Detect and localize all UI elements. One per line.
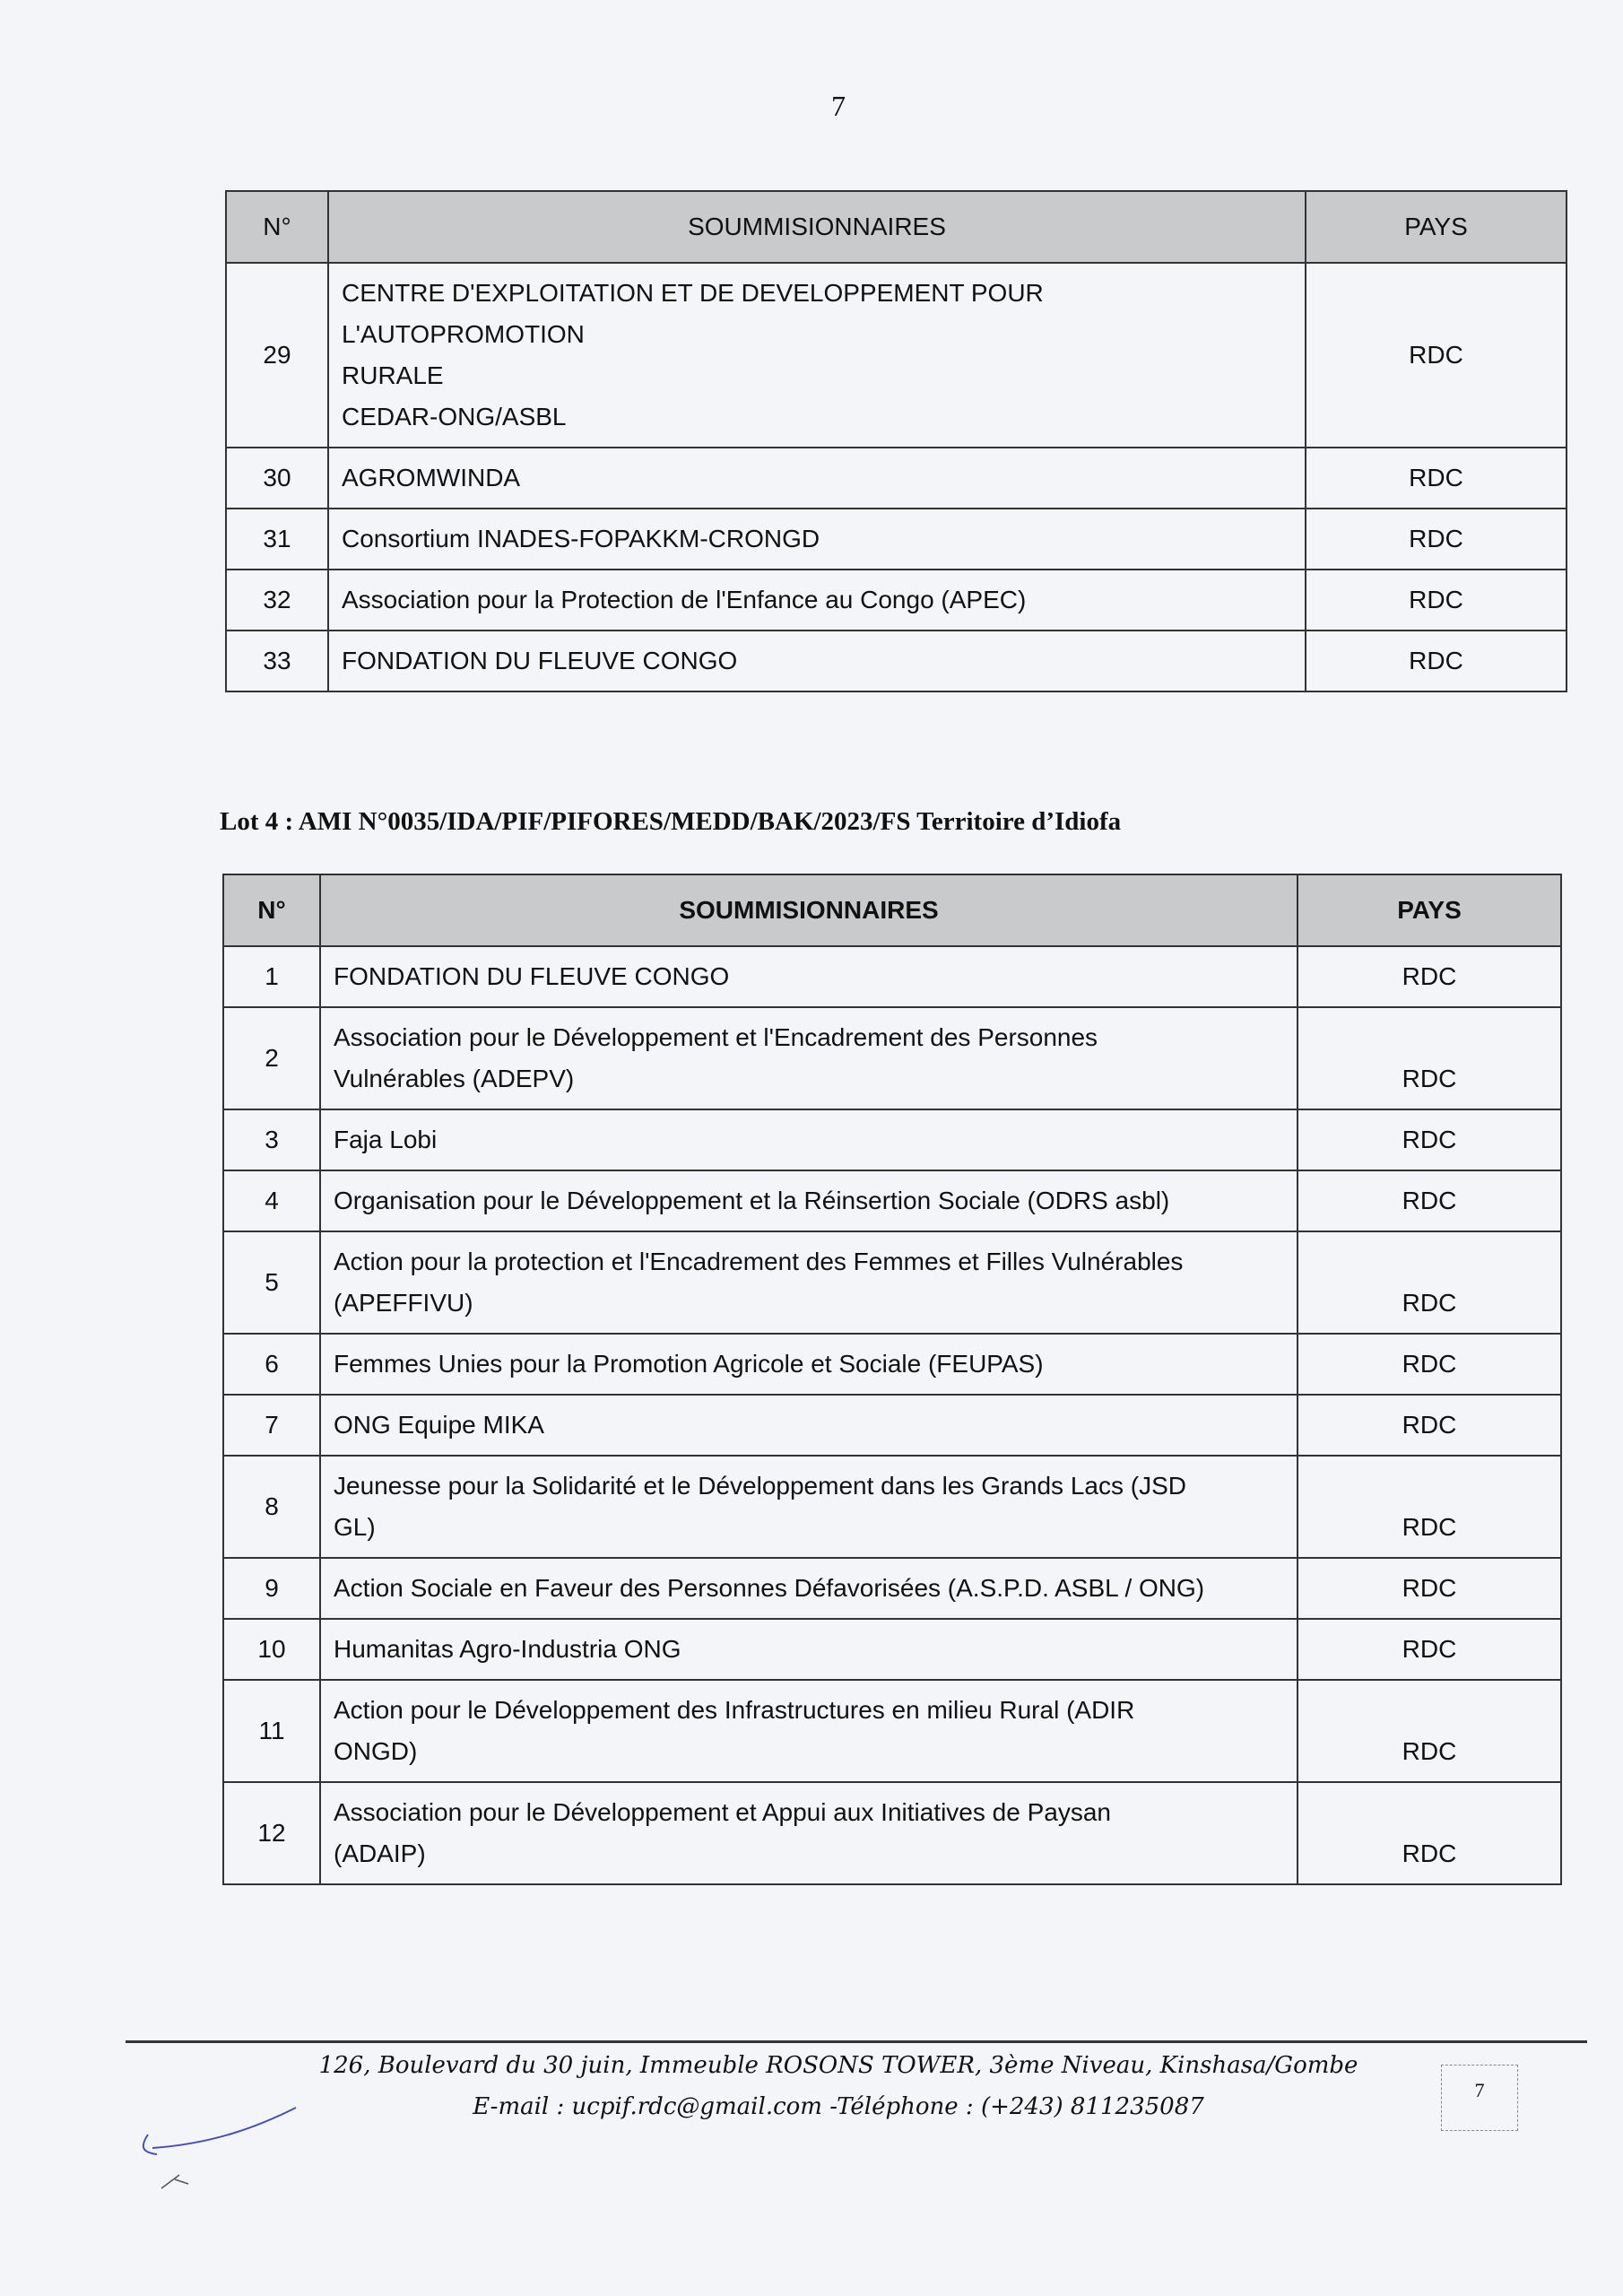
row-number: 11: [223, 1680, 320, 1782]
bidder-name-line: ONG Equipe MIKA: [334, 1411, 544, 1439]
row-number: 5: [223, 1231, 320, 1334]
bidder-name-line: Faja Lobi: [334, 1126, 438, 1153]
country: RDC: [1298, 1558, 1561, 1619]
row-number: 3: [223, 1109, 320, 1170]
page-number: 7: [831, 90, 846, 122]
bidder-name-line: Vulnérables (ADEPV): [334, 1065, 575, 1092]
bidder-name-line: Femmes Unies pour la Promotion Agricole et Sociale (FEUPAS): [334, 1350, 1044, 1378]
table-row: [223, 1456, 1561, 1558]
row-number: 29: [226, 263, 328, 448]
country: RDC: [1298, 1334, 1561, 1395]
bidder-name-line: FONDATION DU FLEUVE CONGO: [342, 647, 738, 674]
header-country: PAYS: [1298, 874, 1561, 946]
row-number: 8: [223, 1456, 320, 1558]
row-number: 1: [223, 946, 320, 1007]
row-number: 32: [226, 570, 328, 631]
country: RDC: [1298, 1619, 1561, 1680]
bidder-name-line: Action Sociale en Faveur des Personnes Défavorisées (A.S.P.D. ASBL / ONG): [334, 1574, 1205, 1602]
footer-contact: E-mail : ucpif.rdc@gmail.com -Téléphone : (+243) 811235087: [473, 2093, 1204, 2120]
bidder-name: [328, 263, 1306, 448]
bidder-name-line: (ADAIP): [334, 1839, 426, 1867]
header-country: PAYS: [1306, 191, 1567, 263]
signature-mark: [135, 2099, 314, 2197]
table-row: [223, 1007, 1561, 1109]
row-number: 4: [223, 1170, 320, 1231]
bidder-name: [320, 1334, 1298, 1395]
table-row: [223, 1334, 1561, 1395]
bidder-name-line: Association pour le Développement et Appui aux Initiatives de Paysan: [334, 1798, 1111, 1826]
page-box: 7: [1441, 2065, 1518, 2131]
bidder-name-line: Association pour le Développement et l'Encadrement des Personnes: [334, 1023, 1098, 1051]
table-row: [226, 263, 1567, 448]
row-number: 12: [223, 1782, 320, 1884]
bidder-name: [328, 448, 1306, 509]
bidder-name-line: CENTRE D'EXPLOITATION ET DE DEVELOPPEMENT POUR L'AUTOPROMOTION: [342, 279, 1044, 348]
row-number: 10: [223, 1619, 320, 1680]
bidder-name: [320, 946, 1298, 1007]
table-row: [226, 570, 1567, 631]
row-number: 31: [226, 509, 328, 570]
bidders-table-lot4: [222, 874, 1562, 1885]
country: RDC: [1306, 509, 1567, 570]
bidder-name: [320, 1558, 1298, 1619]
bidder-name: [320, 1231, 1298, 1334]
country: RDC: [1306, 263, 1567, 448]
bidder-name-line: Jeunesse pour la Solidarité et le Développement dans les Grands Lacs (JSD: [334, 1472, 1186, 1500]
row-number: 33: [226, 631, 328, 691]
table-row: [226, 509, 1567, 570]
bidder-name-line: Organisation pour le Développement et la Réinsertion Sociale (ODRS asbl): [334, 1187, 1170, 1214]
table-row: [226, 631, 1567, 691]
bidder-name-line: Humanitas Agro-Industria ONG: [334, 1635, 681, 1663]
table-row: [223, 1558, 1561, 1619]
bidder-name: [320, 1456, 1298, 1558]
table-row: [223, 1619, 1561, 1680]
header-bidders: SOUMMISIONNAIRES: [320, 874, 1298, 946]
bidder-name-line: Action pour la protection et l'Encadrement des Femmes et Filles Vulnérables: [334, 1248, 1184, 1275]
bidder-name-line: Consortium INADES-FOPAKKM-CRONGD: [342, 525, 820, 552]
country: RDC: [1298, 1007, 1561, 1109]
row-number: 2: [223, 1007, 320, 1109]
table-row: [223, 1395, 1561, 1456]
bidder-name: [320, 1782, 1298, 1884]
table-row: [223, 1170, 1561, 1231]
table-row: [223, 946, 1561, 1007]
bidder-name: [320, 1109, 1298, 1170]
country: RDC: [1298, 1782, 1561, 1884]
table-row: [223, 1231, 1561, 1334]
bidder-name-line: RURALE: [342, 361, 444, 389]
table-row: [226, 448, 1567, 509]
country: RDC: [1298, 1395, 1561, 1456]
row-number: 7: [223, 1395, 320, 1456]
row-number: 6: [223, 1334, 320, 1395]
row-number: 9: [223, 1558, 320, 1619]
bidder-name-line: GL): [334, 1513, 376, 1541]
bidder-name-line: ONGD): [334, 1737, 418, 1765]
lot4-heading: Lot 4 : AMI N°0035/IDA/PIF/PIFORES/MEDD/BAK/2023/FS Territoire d’Idiofa: [220, 807, 1122, 836]
bidder-name-line: Action pour le Développement des Infrastructures en milieu Rural (ADIR: [334, 1696, 1135, 1724]
country: RDC: [1306, 448, 1567, 509]
bidder-name: [328, 570, 1306, 631]
table-row: [223, 1109, 1561, 1170]
header-bidders: SOUMMISIONNAIRES: [328, 191, 1306, 263]
country: RDC: [1298, 1456, 1561, 1558]
bidder-name: [328, 509, 1306, 570]
country: RDC: [1298, 1109, 1561, 1170]
bidder-name: [320, 1395, 1298, 1456]
country: RDC: [1298, 1170, 1561, 1231]
bidder-name-line: (APEFFIVU): [334, 1289, 473, 1317]
bidder-name: [328, 631, 1306, 691]
row-number: 30: [226, 448, 328, 509]
footer-divider: [126, 2040, 1587, 2043]
bidder-name-line: FONDATION DU FLEUVE CONGO: [334, 962, 730, 990]
header-number: N°: [223, 874, 320, 946]
country: RDC: [1298, 1231, 1561, 1334]
footer-address: 126, Boulevard du 30 juin, Immeuble ROSONS TOWER, 3ème Niveau, Kinshasa/Gombe: [318, 2052, 1358, 2079]
bidders-table-lot3: [225, 190, 1567, 692]
bidder-name: [320, 1007, 1298, 1109]
country: RDC: [1306, 570, 1567, 631]
country: RDC: [1298, 946, 1561, 1007]
bidder-name: [320, 1170, 1298, 1231]
bidder-name-line: Association pour la Protection de l'Enfance au Congo (APEC): [342, 586, 1027, 613]
bidder-name-line: AGROMWINDA: [342, 464, 521, 491]
table-row: [223, 1680, 1561, 1782]
bidder-name-line: CEDAR-ONG/ASBL: [342, 403, 567, 430]
country: RDC: [1306, 631, 1567, 691]
table-row: [223, 1782, 1561, 1884]
bidder-name: [320, 1619, 1298, 1680]
country: RDC: [1298, 1680, 1561, 1782]
header-number: N°: [226, 191, 328, 263]
bidder-name: [320, 1680, 1298, 1782]
